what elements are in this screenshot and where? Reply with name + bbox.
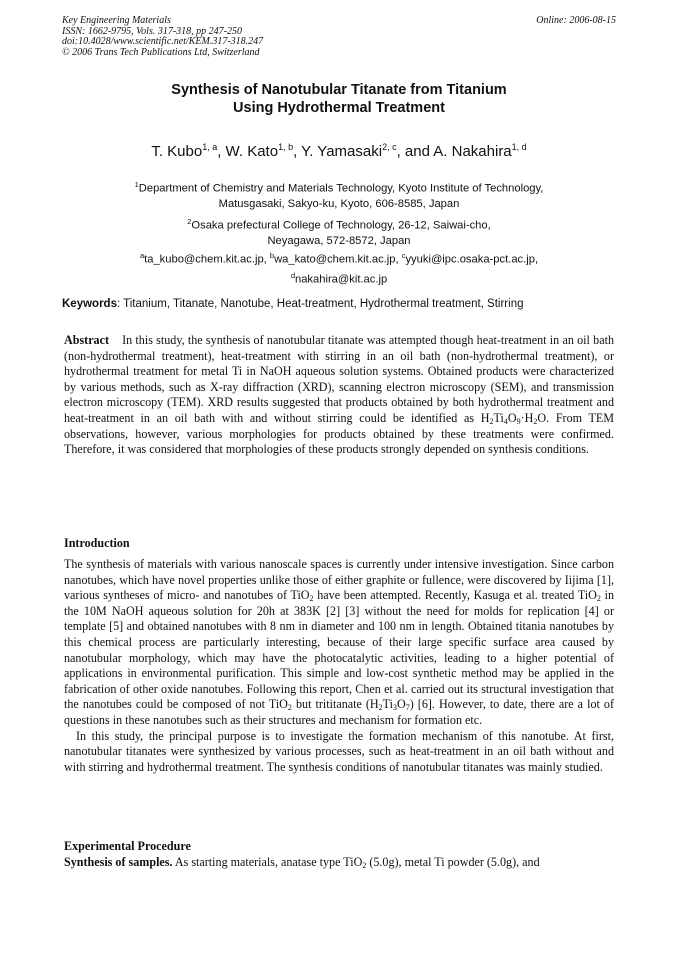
affiliation-line: Department of Chemistry and Materials Technology, Kyoto Institute of Technology, [138,182,544,195]
author-separator: , and [396,143,434,160]
affiliation-mark: 2 [187,217,192,226]
author-emails [62,248,616,288]
subsection-heading: Synthesis of samples. [64,855,173,869]
email-mark: d [290,271,295,281]
journal-header [62,16,263,58]
experimental-paragraph: Synthesis of samples. As starting materials, anatase type TiO$_2$ (5.0g), metal Ti powder (5.0g), and [64,855,540,870]
chemical-formula: $H_2Ti_4O_9\cdot H_2O$. [480,410,550,426]
affiliation-line: Osaka prefectural College of Technology, 26-12, Saiwai-cho, [191,219,491,232]
introduction-section [64,557,614,775]
doi-line: doi:10.4028/www.scientific.net/KEM.317-318.247 [62,36,264,47]
introduction-paragraph-2: In this study, the principal purpose is to investigate the formation mechanism of this nanotube. At first, nanotubular titanates were synthesized by various processes, such as heat-treatment in an oil bath without and with stirring and hydrothermal treatment. The synthesis conditions of nanotubular titanates was mainly studied. [64,728,614,774]
author-name: T. Kubo [151,143,203,160]
email-address: ta_kubo@chem.kit.ac.jp, [144,253,267,266]
title-line-1: Synthesis of Nanotubular Titanate from Titanium [171,82,507,98]
author-affiliation-mark: 1, a [202,142,218,152]
introduction-paragraph-1: The synthesis of materials with various nanoscale spaces is currently under intensive investigation. Since carbon nanotubes, which have novel properties unlike those of either graphite or fullence, were discovered by Iijima [1], various syntheses of micro- and nanotubes of TiO$_2$ have been attempted. Recently, Kasuga et al. treated TiO$_2$ in the 10M NaOH aqueous solution for 20h at 383K [2] [3] without the need for molds for replication [4] or template [5] and obtained nanotubes with 8 nm in diameter and 100 nm in length. Obtained titania nanotubes by this chemical process are particularly interesting, because of their large specific surface area caused by nanotubular morphology, which may have the photocatalytic activities, leading to a higher potential of applications in environmental purification. This simple and low-cost synthetic method may be applied in the fabrication of other oxide nanotubes. Following this report, Chen et al. carried out its structural investigation that the nanotubes could be composed of not TiO$_2$ but trititanate $(H_2Ti_3O_7)$ [6]. However, to date, there are a lot of questions in these nanotubes such as their structures and mechanism for formation etc. [64,557,614,727]
email-mark: a [139,251,145,260]
copyright-line: © 2006 Trans Tech Publications Ltd, Switzerland [62,46,260,58]
author-list [62,137,616,162]
keywords-line [62,297,616,312]
keywords-label: Keywords [62,298,117,310]
author-separator: , [217,143,226,160]
email-mark: b [269,251,275,260]
author-affiliation-mark: 2, c [382,142,397,152]
experimental-heading: Experimental Procedure [64,839,191,853]
affiliation-1 [62,177,616,213]
abstract-paragraph [64,333,614,458]
author-affiliation-mark: 1, d [511,142,527,152]
keywords-text: : Titanium, Titanate, Nanotube, Heat-treatment, Hydrothermal treatment, Stirring [116,298,524,310]
abstract-label: Abstract [64,333,110,347]
email-address: yyuki@ipc.osaka-pct.ac.jp, [405,253,539,266]
author-name: W. Kato [225,143,279,160]
journal-name: Key Engineering Materials [62,15,171,26]
online-date: Online: 2006-08-15 [536,15,616,26]
title-line-2: Using Hydrothermal Treatment [233,100,445,116]
issn-line: ISSN: 1662-9795, Vols. 317-318, pp 247-250 [62,25,242,37]
author-separator: , [293,143,302,160]
email-mark: c [401,251,406,260]
affiliation-mark: 1 [134,180,139,189]
author-affiliation-mark: 1, b [278,142,294,152]
author-name: Y. Yamasaki [301,143,383,160]
email-address: nakahira@kit.ac.jp [294,273,388,286]
abstract-text: In this study, the synthesis of nanotubular titanate was attempted though heat-treatment in an oil bath (non-hydrothermal treatment), heat-treatment with stirring in an oil bath (non-hydrothermal treatment), or hydrothermal treatment for metal Ti in NaOH aqueous solution systems. Obtained products were characterized by various methods, such as X-ray diffraction (XRD), scanning electron microscopy (SEM), and transmission electron microscopy (TEM). XRD results suggested that products obtained by both hydrothermal treatment and heat-treatment in an oil bath with and without stirring could be identified as [64,333,614,425]
affiliation-line: Neyagawa, 572-8572, Japan [267,235,411,248]
author-name: A. Nakahira [433,143,512,160]
introduction-heading: Introduction [64,536,130,550]
paper-title [62,81,616,117]
affiliation-line: Matusgasaki, Sakyo-ku, Kyoto, 606-8585, Japan [218,198,460,211]
abstract-text: From TEM observations, however, various morphologies for products obtained by these treatments were confirmed. Therefore, it was considered that morphologies of these products strongly depended on synthesis conditions. [64,410,615,457]
email-address: wa_kato@chem.kit.ac.jp, [274,253,399,266]
affiliation-2 [62,214,616,250]
